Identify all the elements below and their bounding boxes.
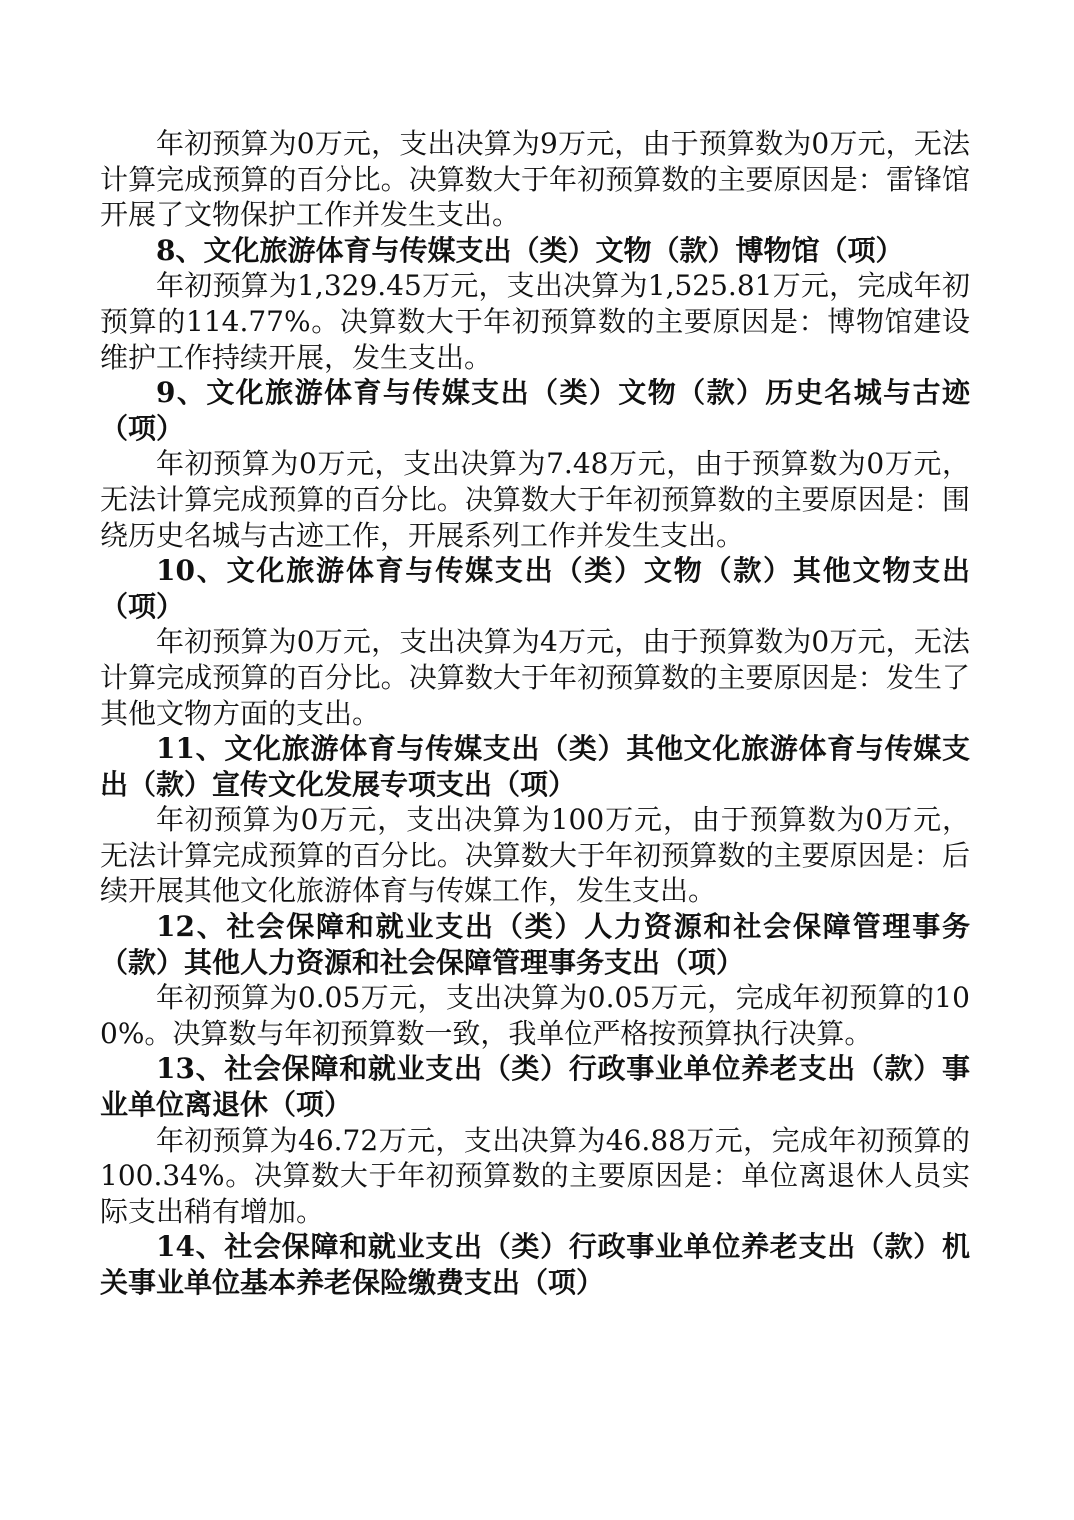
document-page: [100, 126, 970, 1301]
heading-item-8: 8、文化旅游体育与传媒支出（类）文物（款）博物馆（项）: [156, 233, 904, 267]
paragraph-item12-body: 年初预算为0.05万元，支出决算为0.05万元，完成年初预算的100%。决算数与年初预算数一致，我单位严格按预算执行决算。: [100, 981, 970, 1050]
paragraph-item9-body: 年初预算为0万元，支出决算为7.48万元，由于预算数为0万元，无法计算完成预算的百分比。决算数大于年初预算数的主要原因是：围绕历史名城与古迹工作，开展系列工作并发生支出。: [100, 447, 970, 552]
heading-item-13: 13、社会保障和就业支出（类）行政事业单位养老支出（款）事业单位离退休（项）: [100, 1052, 970, 1122]
heading-item-10: 10、文化旅游体育与传媒支出（类）文物（款）其他文物支出（项）: [100, 554, 970, 623]
paragraph-item11-body: 年初预算为0万元，支出决算为100万元，由于预算数为0万元，无法计算完成预算的百分比。决算数大于年初预算数的主要原因是：后续开展其他文化旅游体育与传媒工作，发生支出。: [100, 803, 970, 908]
heading-item-11: 11、文化旅游体育与传媒支出（类）其他文化旅游体育与传媒支出（款）宣传文化发展专项支出（项）: [100, 732, 970, 801]
paragraph-item8-body: 年初预算为1,329.45万元，支出决算为1,525.81万元，完成年初预算的114.77%。决算数大于年初预算数的主要原因是：博物馆建设维护工作持续开展，发生支出。: [100, 269, 970, 374]
paragraph-item7-body: 年初预算为0万元，支出决算为9万元，由于预算数为0万元，无法计算完成预算的百分比。决算数大于年初预算数的主要原因是：雷锋馆开展了文物保护工作并发生支出。: [100, 127, 970, 232]
paragraph-item13-body: 年初预算为46.72万元，支出决算为46.88万元，完成年初预算的100.34%。决算数大于年初预算数的主要原因是：单位离退休人员实际支出稍有增加。: [100, 1123, 970, 1228]
paragraph-item10-body: 年初预算为0万元，支出决算为4万元，由于预算数为0万元，无法计算完成预算的百分比。决算数大于年初预算数的主要原因是：发生了其他文物方面的支出。: [100, 625, 970, 730]
heading-item-9: 9、文化旅游体育与传媒支出（类）文物（款）历史名城与古迹（项）: [100, 376, 970, 445]
heading-item-12: 12、社会保障和就业支出（类）人力资源和社会保障管理事务（款）其他人力资源和社会保障管理事务支出（项）: [100, 910, 970, 979]
heading-item-14: 14、社会保障和就业支出（类）行政事业单位养老支出（款）机关事业单位基本养老保险缴费支出（项）: [100, 1230, 970, 1299]
